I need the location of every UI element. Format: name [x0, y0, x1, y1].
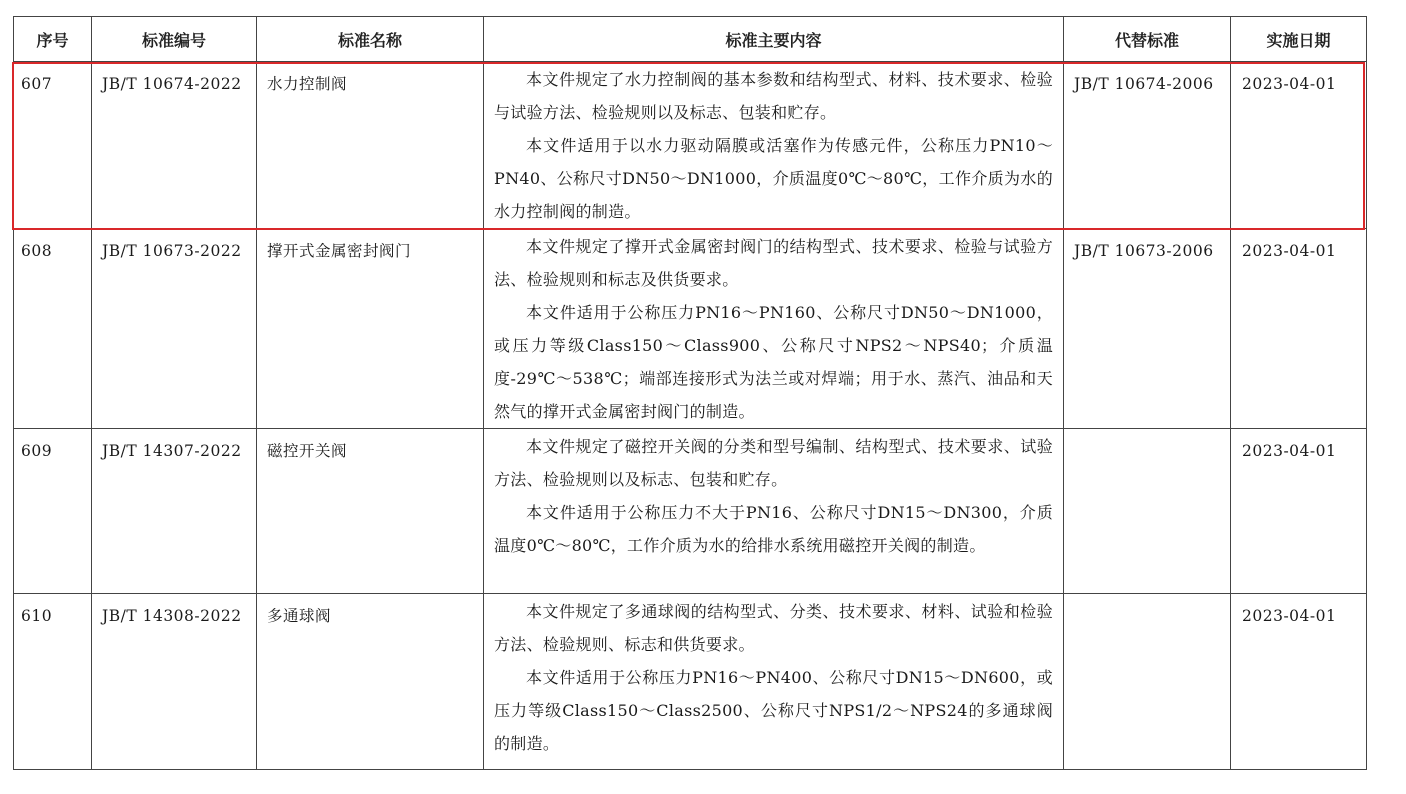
row-no: 609 [21, 442, 53, 460]
row-replaces: JB/T 10674-2006 [1074, 75, 1214, 93]
row-date: 2023-04-01 [1242, 607, 1337, 625]
row-content [484, 430, 1063, 562]
cell-replaces [1064, 62, 1231, 229]
header-code: 标准编号 [92, 17, 257, 62]
cell-replaces [1064, 594, 1231, 770]
header-name: 标准名称 [257, 17, 484, 62]
row-date: 2023-04-01 [1242, 442, 1337, 460]
table-row [14, 62, 1367, 229]
row-replaces [1064, 429, 1230, 440]
content-paragraph-1: 本文件规定了多通球阀的结构型式、分类、技术要求、材料、试验和检验方法、检验规则、标志和供货要求。 [494, 602, 1053, 654]
row-code: JB/T 10674-2022 [102, 75, 242, 93]
cell-no [14, 594, 92, 770]
cell-code [92, 429, 257, 594]
row-no: 610 [21, 607, 53, 625]
content-paragraph-2: 本文件适用于公称压力PN16～PN160、公称尺寸DN50～DN1000，或压力等级Class150～Class900、公称尺寸NPS2～NPS40；介质温度-29℃～538℃；端部连接形式为法兰或对焊端；用于水、蒸汽、油品和天然气的撑开式金属密封阀门的制造。 [494, 303, 1053, 421]
cell-code [92, 229, 257, 429]
cell-code [92, 594, 257, 770]
row-replaces [1064, 594, 1230, 605]
header-replaces: 代替标准 [1064, 17, 1231, 62]
header-row [14, 17, 1367, 62]
header-content: 标准主要内容 [484, 17, 1064, 62]
cell-no [14, 62, 92, 229]
content-paragraph-2: 本文件适用于公称压力PN16～PN400、公称尺寸DN15～DN600，或压力等级Class150～Class2500、公称尺寸NPS1/2～NPS24的多通球阀的制造。 [494, 668, 1053, 753]
cell-name [257, 229, 484, 429]
cell-date [1231, 62, 1367, 229]
cell-name [257, 62, 484, 229]
cell-no [14, 429, 92, 594]
cell-code [92, 62, 257, 229]
cell-date [1231, 429, 1367, 594]
row-code: JB/T 10673-2022 [102, 242, 242, 260]
cell-replaces [1064, 229, 1231, 429]
row-name: 水力控制阀 [267, 75, 348, 93]
row-date: 2023-04-01 [1242, 242, 1337, 260]
cell-content [484, 229, 1064, 429]
content-paragraph-1: 本文件规定了磁控开关阀的分类和型号编制、结构型式、技术要求、试验方法、检验规则以及标志、包装和贮存。 [494, 437, 1053, 489]
cell-content [484, 62, 1064, 229]
header-no: 序号 [14, 17, 92, 62]
header-date: 实施日期 [1231, 17, 1367, 62]
row-date: 2023-04-01 [1242, 75, 1337, 93]
cell-no [14, 229, 92, 429]
table-row [14, 594, 1367, 770]
row-content [484, 595, 1063, 760]
row-content [484, 63, 1063, 228]
row-code: JB/T 14308-2022 [102, 607, 242, 625]
row-name: 多通球阀 [267, 607, 332, 625]
cell-name [257, 429, 484, 594]
row-no: 608 [21, 242, 53, 260]
content-paragraph-1: 本文件规定了水力控制阀的基本参数和结构型式、材料、技术要求、检验与试验方法、检验规则以及标志、包装和贮存。 [494, 70, 1053, 122]
row-name: 撑开式金属密封阀门 [267, 242, 412, 260]
cell-replaces [1064, 429, 1231, 594]
cell-date [1231, 594, 1367, 770]
content-paragraph-2: 本文件适用于公称压力不大于PN16、公称尺寸DN15～DN300，介质温度0℃～80℃，工作介质为水的给排水系统用磁控开关阀的制造。 [494, 503, 1053, 555]
cell-name [257, 594, 484, 770]
row-code: JB/T 14307-2022 [102, 442, 242, 460]
content-paragraph-2: 本文件适用于以水力驱动隔膜或活塞作为传感元件，公称压力PN10～PN40、公称尺寸DN50～DN1000，介质温度0℃～80℃，工作介质为水的水力控制阀的制造。 [494, 136, 1053, 221]
cell-content [484, 429, 1064, 594]
cell-date [1231, 229, 1367, 429]
row-name: 磁控开关阀 [267, 442, 348, 460]
content-paragraph-1: 本文件规定了撑开式金属密封阀门的结构型式、技术要求、检验与试验方法、检验规则和标志及供货要求。 [494, 237, 1053, 289]
cell-content [484, 594, 1064, 770]
standards-table [13, 16, 1367, 770]
row-replaces: JB/T 10673-2006 [1074, 242, 1214, 260]
table-row [14, 229, 1367, 429]
row-no: 607 [21, 75, 53, 93]
table-row [14, 429, 1367, 594]
row-content [484, 230, 1063, 428]
